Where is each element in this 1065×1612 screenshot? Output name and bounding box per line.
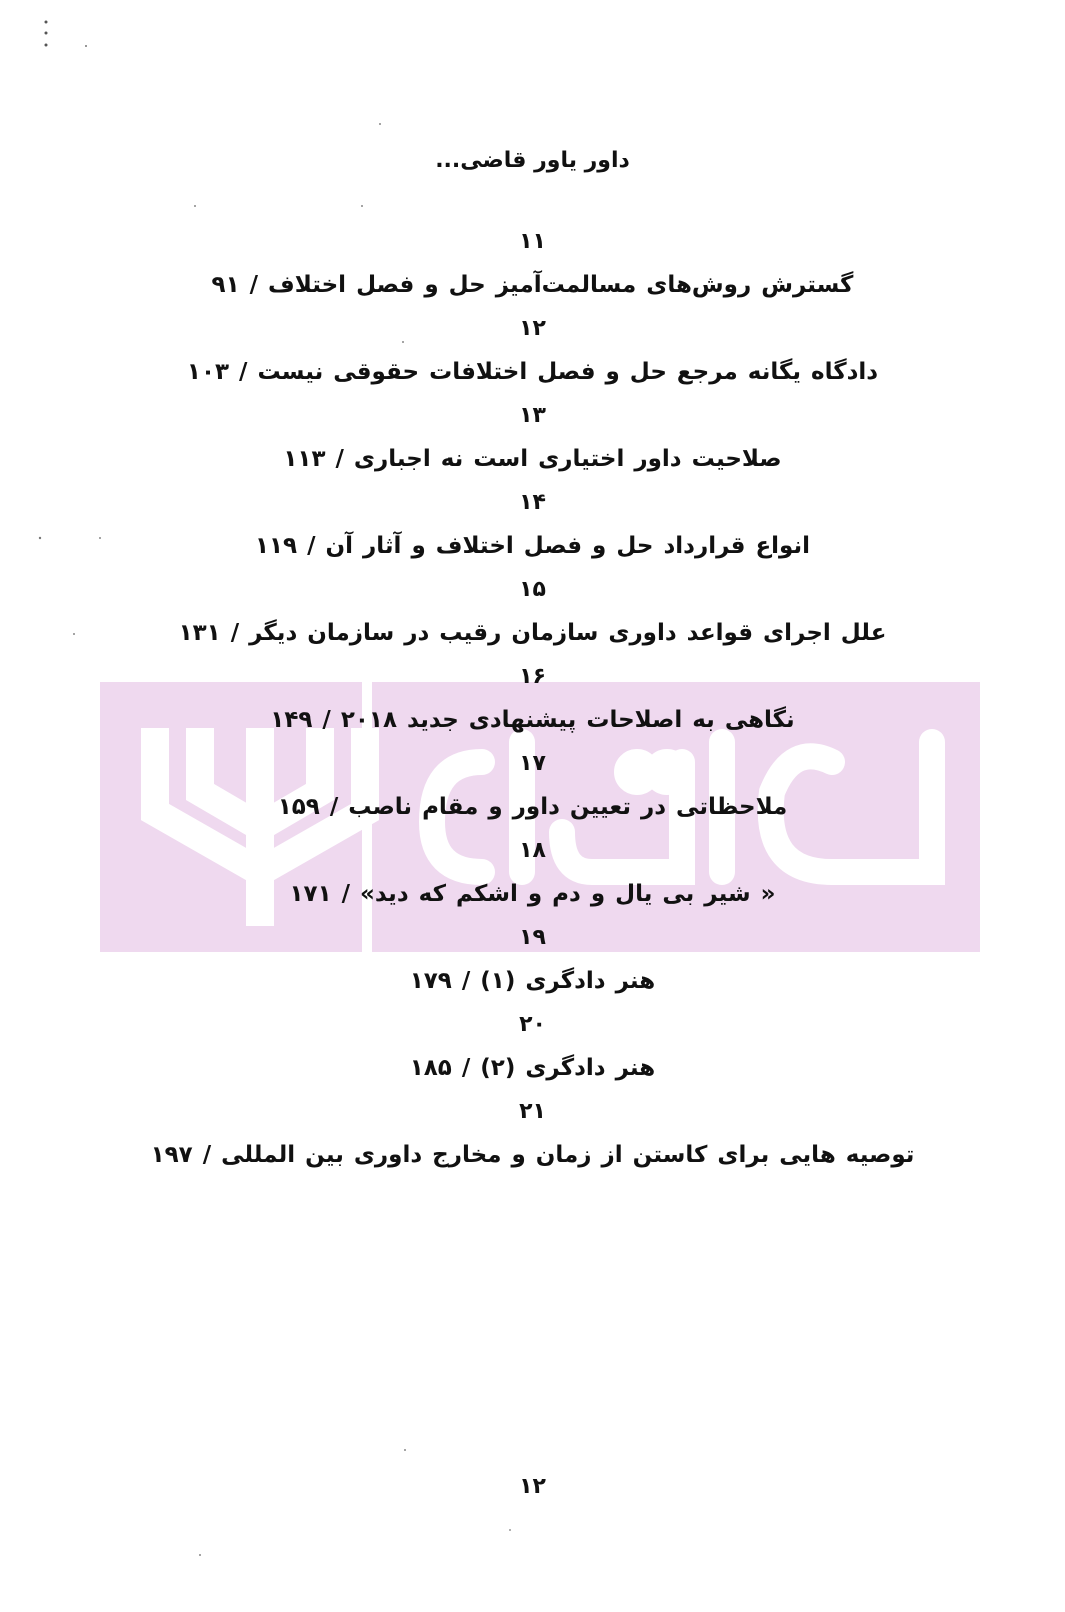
toc-entry [0, 1005, 1065, 1092]
chapter-title: « شیر بی یال و دم و اشکم که دید» / ۱۷۱ [289, 881, 776, 907]
chapter-number: ۱۳ [519, 403, 546, 428]
toc-entry [0, 831, 1065, 918]
chapter-title: دادگاه یگانه مرجع حل و فصل اختلافات حقوقی نیست / ۱۰۳ [186, 359, 879, 385]
chapter-number: ۱۹ [519, 925, 546, 950]
toc-entry [0, 222, 1065, 309]
table-of-contents [0, 222, 1065, 1179]
chapter-number: ۱۷ [519, 751, 546, 776]
toc-entry [0, 396, 1065, 483]
chapter-number: ۱۲ [519, 316, 546, 341]
chapter-title: علل اجرای قواعد داوری سازمان رقیب در سازمان دیگر / ۱۳۱ [178, 620, 887, 646]
chapter-number: ۱۱ [519, 229, 546, 254]
chapter-title: هنر دادگری (۲) / ۱۸۵ [409, 1055, 656, 1081]
chapter-number: ۱۵ [519, 577, 546, 602]
toc-entry [0, 1092, 1065, 1179]
chapter-title: انواع قرارداد حل و فصل اختلاف و آثار آن / ۱۱۹ [254, 533, 810, 559]
chapter-number: ۱۶ [519, 664, 546, 689]
toc-entry [0, 744, 1065, 831]
chapter-title: ملاحظاتی در تعیین داور و مقام ناصب / ۱۵۹ [277, 794, 788, 820]
toc-entry [0, 657, 1065, 744]
chapter-title: توصیه هایی برای کاستن از زمان و مخارج داوری بین المللی / ۱۹۷ [150, 1142, 915, 1168]
chapter-title: صلاحیت داور اختیاری است نه اجباری / ۱۱۳ [283, 446, 782, 472]
chapter-number: ۲۰ [519, 1012, 546, 1037]
toc-entry [0, 570, 1065, 657]
chapter-number: ۱۴ [519, 490, 546, 515]
chapter-number: ۱۸ [519, 838, 546, 863]
chapter-title: گسترش روش‌های مسالمت‌آمیز حل و فصل اختلاف / ۹۱ [211, 272, 854, 298]
chapter-number: ۲۱ [519, 1099, 546, 1124]
toc-entry [0, 918, 1065, 1005]
toc-entry [0, 309, 1065, 396]
toc-entry [0, 483, 1065, 570]
running-header: داور یاور قاضی... [435, 148, 630, 173]
page-number: ۱۲ [519, 1474, 546, 1499]
chapter-title: هنر دادگری (۱) / ۱۷۹ [409, 968, 656, 994]
chapter-title: نگاهی به اصلاحات پیشنهادی جدید ۲۰۱۸ / ۱۴۹ [270, 707, 795, 733]
